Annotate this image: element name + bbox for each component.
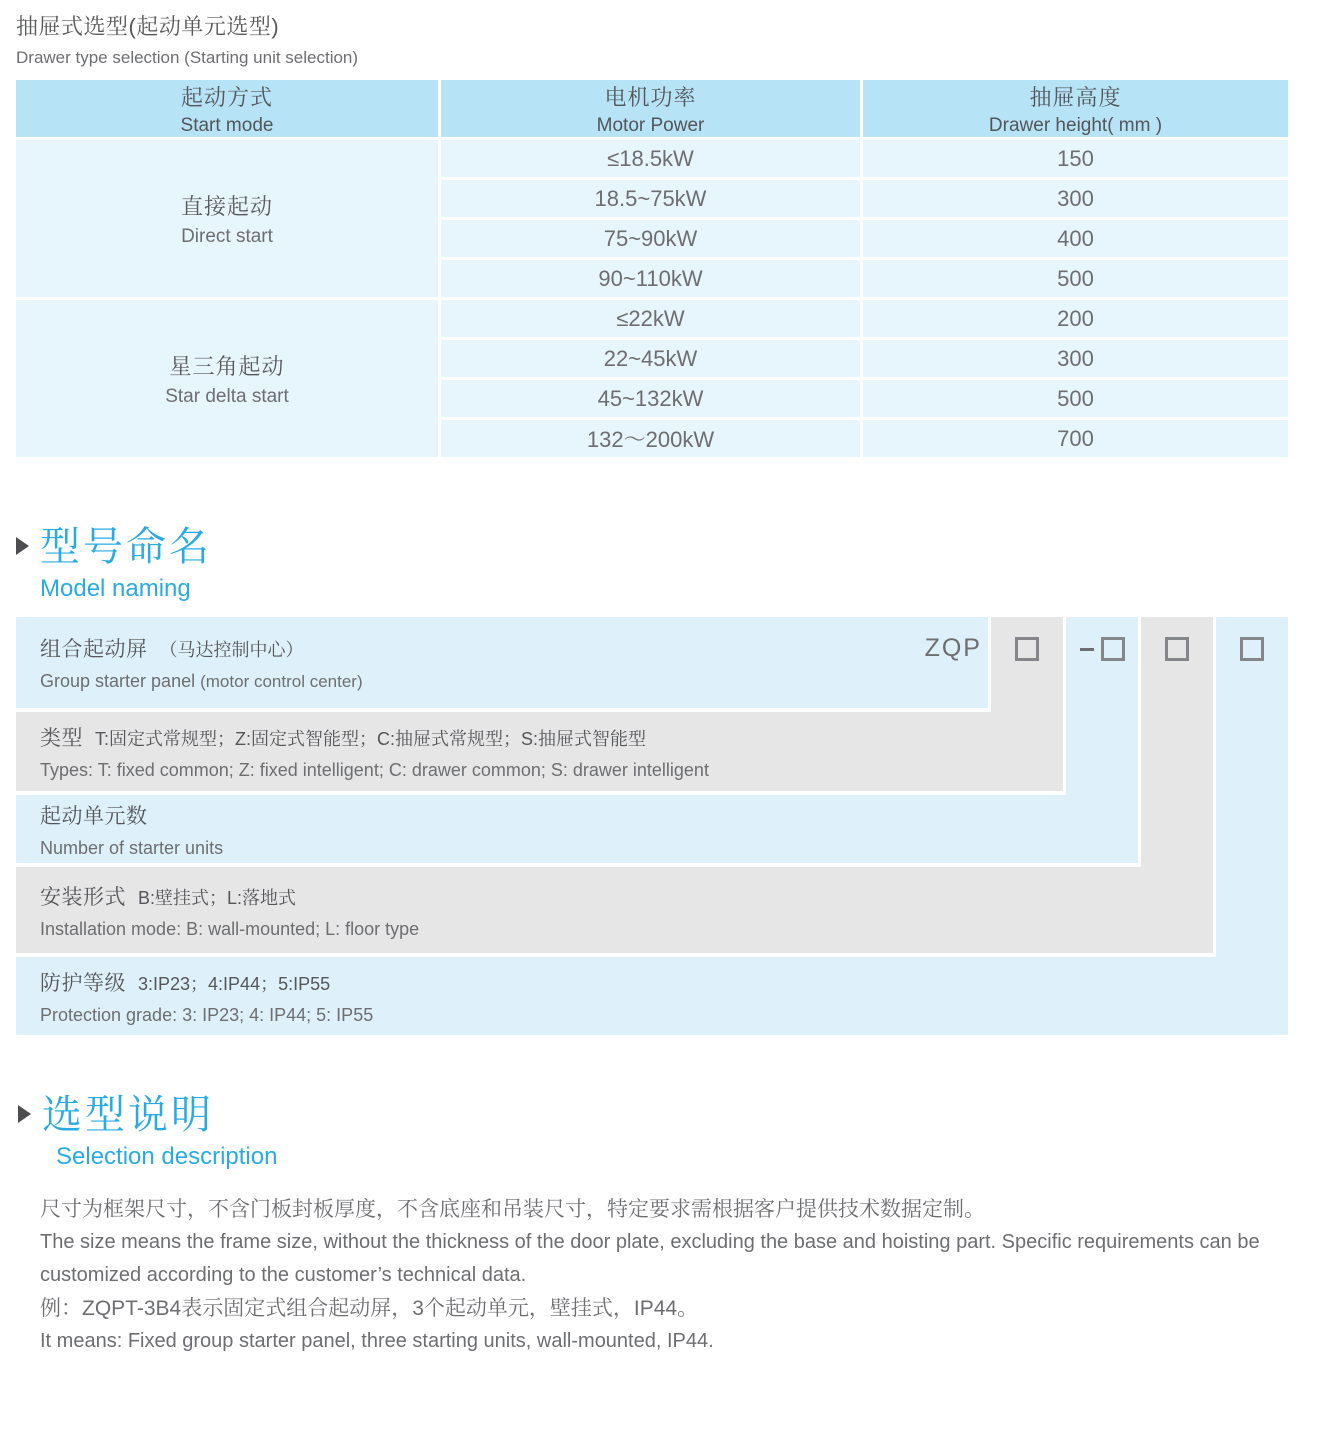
intro-title-cn: 抽屉式选型(起动单元选型) xyxy=(16,14,280,39)
header-motor-power-en: Motor Power xyxy=(596,114,705,136)
band-cn xyxy=(40,633,988,663)
header-start-mode-cn: 起动方式 xyxy=(180,84,273,110)
band-cn-strong: 防护等级 xyxy=(40,971,126,995)
height-cell: 300 xyxy=(863,180,1288,217)
selection-table xyxy=(13,77,1291,460)
header-drawer-height xyxy=(863,80,1288,137)
mode-cell-direct-start xyxy=(16,140,438,297)
mode-cell-star-delta xyxy=(16,300,438,457)
model-naming-heading-text xyxy=(40,524,212,603)
band-group-starter-panel xyxy=(16,617,988,708)
band-cn xyxy=(40,722,1063,752)
band-cn-rest: B:壁挂式；L:落地式 xyxy=(138,887,297,908)
power-cell: ≤22kW xyxy=(441,300,860,337)
mode-star-delta-en: Star delta start xyxy=(165,385,289,407)
heading-en: Model naming xyxy=(40,575,191,602)
model-naming-heading xyxy=(16,524,212,603)
band-en: Protection grade: 3: IP23; 4: IP44; 5: IP55 xyxy=(40,1004,374,1025)
selection-table-wrap xyxy=(13,77,1291,460)
band-en xyxy=(40,671,988,692)
header-start-mode-en: Start mode xyxy=(180,114,274,136)
power-cell: 90~110kW xyxy=(441,260,860,297)
code-placeholder-box xyxy=(1165,637,1189,661)
band-en: Number of starter units xyxy=(40,837,224,858)
header-start-mode xyxy=(16,80,438,137)
table-header-row xyxy=(16,80,1288,137)
intro-titles xyxy=(16,10,358,68)
mode-direct-en: Direct start xyxy=(181,225,273,247)
power-cell: 45~132kW xyxy=(441,380,860,417)
band-cn-strong: 安装形式 xyxy=(40,885,126,909)
mode-direct-cn: 直接起动 xyxy=(180,193,273,219)
band-installation-mode xyxy=(16,867,1213,953)
band-en-rest: (motor control center) xyxy=(200,672,363,691)
heading-en: Selection description xyxy=(56,1143,278,1170)
band-types xyxy=(16,712,1063,791)
selection-description-body xyxy=(40,1193,1292,1358)
table-row xyxy=(16,140,1288,177)
band-cn xyxy=(40,881,1213,911)
height-cell: 500 xyxy=(863,380,1288,417)
description-line-en: The size means the frame size, without the thickness of the door plate, excluding the base and hoisting part. Specific requirements can be customized according to the customer’s technical data. xyxy=(40,1231,1260,1286)
power-cell: ≤18.5kW xyxy=(441,140,860,177)
table-row xyxy=(16,300,1288,337)
header-motor-power-cn: 电机功率 xyxy=(604,84,697,110)
height-cell: 700 xyxy=(863,420,1288,457)
section-bullet-icon xyxy=(16,537,29,555)
header-drawer-height-en: Drawer height( mm ) xyxy=(988,114,1163,136)
code-dash-icon xyxy=(1080,648,1094,651)
description-line-cn: 例：ZQPT-3B4表示固定式组合起动屏，3个起动单元，壁挂式，IP44。 xyxy=(40,1297,699,1320)
band-protection-grade xyxy=(16,957,1288,1035)
band-en-strong: Group starter panel xyxy=(40,671,196,691)
model-naming-diagram xyxy=(16,617,1288,1035)
code-placeholder-box xyxy=(1101,637,1125,661)
band-en: Types: T: fixed common; Z: fixed intelligent; C: drawer common; S: drawer intelligent xyxy=(40,760,709,780)
model-code-prefix: ZQP xyxy=(924,634,982,662)
height-cell: 200 xyxy=(863,300,1288,337)
band-en: Installation mode: B: wall-mounted; L: floor type xyxy=(40,918,420,939)
header-motor-power xyxy=(441,80,860,137)
heading-cn: 选型说明 xyxy=(42,1093,214,1137)
band-number-of-units xyxy=(16,795,1138,863)
code-placeholder-box xyxy=(1240,637,1264,661)
band-cn-rest: 3:IP23；4:IP44；5:IP55 xyxy=(138,973,331,994)
selection-description-heading-text xyxy=(42,1092,277,1171)
height-cell: 150 xyxy=(863,140,1288,177)
band-cn-rest: （马达控制中心） xyxy=(159,640,304,660)
power-cell: 18.5~75kW xyxy=(441,180,860,217)
code-placeholder-box xyxy=(1015,637,1039,661)
section-bullet-icon xyxy=(18,1105,31,1123)
power-cell: 22~45kW xyxy=(441,340,860,377)
header-drawer-height-cn: 抽屉高度 xyxy=(1029,84,1122,110)
heading-cn: 型号命名 xyxy=(40,525,212,569)
description-line-cn: 尺寸为框架尺寸，不含门板封板厚度，不含底座和吊装尺寸，特定要求需根据客户提供技术数据定制。 xyxy=(40,1198,985,1221)
description-line-en: It means: Fixed group starter panel, three starting units, wall-mounted, IP44. xyxy=(40,1330,714,1352)
band-cn xyxy=(40,800,1138,830)
height-cell: 500 xyxy=(863,260,1288,297)
band-cn-rest: T:固定式常规型；Z:固定式智能型；C:抽屉式常规型；S:抽屉式智能型 xyxy=(95,729,647,749)
height-cell: 400 xyxy=(863,220,1288,257)
mode-star-delta-cn: 星三角起动 xyxy=(169,353,285,379)
band-cn-strong: 组合起动屏 xyxy=(40,638,148,661)
band-cn xyxy=(40,967,1288,997)
band-cn-strong: 起动单元数 xyxy=(40,804,148,828)
selection-description-heading xyxy=(18,1092,277,1171)
band-cn-strong: 类型 xyxy=(40,727,83,750)
height-cell: 300 xyxy=(863,340,1288,377)
intro-title-en: Drawer type selection (Starting unit selection) xyxy=(16,48,359,67)
power-cell: 132～200kW xyxy=(441,420,860,457)
power-cell: 75~90kW xyxy=(441,220,860,257)
